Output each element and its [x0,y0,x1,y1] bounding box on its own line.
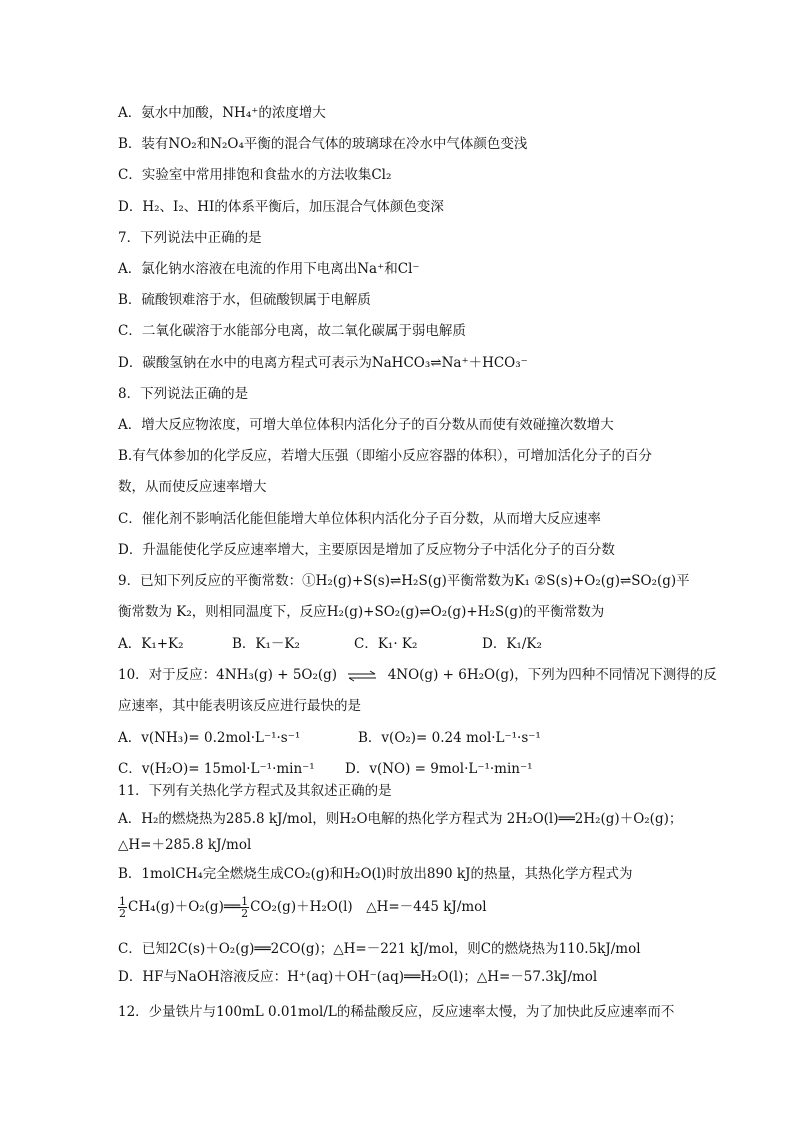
fraction-one-half: $\frac{1}{2}$ [119,895,126,920]
q10-products: 4NO(g) + 6H₂O(g)，下列为四种不同情况下测得的反 [387,667,717,683]
q11-option-b-line2 [118,896,487,919]
q7-option-a: A．氯化钠水溶液在电流的作用下电离出Na⁺和Cl⁻ [118,261,420,277]
q7-option-d: D．碳酸氢钠在水中的电离方程式可表示为NaHCO₃⇌Na⁺＋HCO₃⁻ [118,355,528,371]
q7-stem: 7．下列说法中正确的是 [118,230,262,246]
q10-reactants: 10．对于反应：4NH₃(g) + 5O₂(g) [118,667,338,683]
q10-option-d: D．v(NO) = 9mol·L⁻¹·min⁻¹ [345,761,533,777]
q10-option-c: C．v(H₂O)= 15mol·L⁻¹·min⁻¹ [118,761,315,777]
q6-option-d: D．H₂、I₂、HI的体系平衡后，加压混合气体颜色变深 [118,199,444,215]
q10-stem-line2: 应速率，其中能表明该反应进行最快的是 [118,698,361,714]
q11-option-a-line2: △H=＋285.8 kJ/mol [118,837,252,853]
q12-stem: 12．少量铁片与100mL 0.01mol/L的稀盐酸反应，反应速率太慢，为了加快此反应速率而不 [118,1004,675,1020]
q10-option-b: B．v(O₂)= 0.24 mol·L⁻¹·s⁻¹ [358,730,541,746]
equilibrium-arrow-icon [347,670,377,682]
q9-stem-line2: 衡常数为 K₂，则相同温度下，反应H₂(g)+SO₂(g)⇌O₂(g)+H₂S(g)的平衡常数为 [118,604,605,620]
q10-stem-line1 [118,666,717,684]
q9-option-c: C．K₁· K₂ [354,636,418,652]
q6-option-c: C．实验室中常用排饱和食盐水的方法收集Cl₂ [118,167,392,183]
q11-stem: 11．下列有关热化学方程式及其叙述正确的是 [118,783,392,799]
q11-option-d: D．HF与NaOH溶液反应：H⁺(aq)＋OH⁻(aq)══H₂O(l)；△H=－57.3kJ/mol [118,969,598,985]
q7-option-b: B．硫酸钡难溶于水，但硫酸钡属于电解质 [118,292,371,308]
q9-option-b: B．K₁－K₂ [232,636,300,652]
q9-option-d: D．K₁/K₂ [482,636,542,652]
q8-stem: 8．下列说法正确的是 [118,386,249,402]
q8-option-b-line1: B.有气体参加的化学反应，若增大压强（即缩小反应容器的体积），可增加活化分子的百分 [118,448,652,464]
q6-option-a: A．氨水中加酸，NH₄⁺的浓度增大 [118,105,326,121]
q10-option-a: A．v(NH₃)= 0.2mol·L⁻¹·s⁻¹ [118,730,301,746]
q11-b-equation-left: CH₄(g)＋O₂(g)══ [128,899,241,915]
q9-option-a: A．K₁+K₂ [118,636,184,652]
q7-option-c: C．二氧化碳溶于水能部分电离，故二氧化碳属于弱电解质 [118,323,466,339]
q8-option-b-line2: 数，从而使反应速率增大 [118,479,267,495]
q8-option-a: A．增大反应物浓度，可增大单位体积内活化分子的百分数从而使有效碰撞次数增大 [118,417,614,433]
q6-option-b: B．装有NO₂和N₂O₄平衡的混合气体的玻璃球在冷水中气体颜色变浅 [118,136,528,152]
q11-option-a-line1: A．H₂的燃烧热为285.8 kJ/mol，则H₂O电解的热化学方程式为 2H₂O(l)══2H₂(g)＋O₂(g)； [118,811,683,827]
q11-option-c: C．已知2C(s)＋O₂(g)══2CO(g)；△H=－221 kJ/mol，则C的燃烧热为110.5kJ/mol [118,941,641,957]
q11-b-equation-right: CO₂(g)＋H₂O(l) △H=－445 kJ/mol [250,899,487,915]
q9-stem-line1: 9．已知下列反应的平衡常数：①H₂(g)+S(s)⇌H₂S(g)平衡常数为K₁ ②S(s)+O₂(g)⇌SO₂(g)平 [118,573,690,589]
q8-option-c: C．催化剂不影响活化能但能增大单位体积内活化分子百分数，从而增大反应速率 [118,511,601,527]
q11-option-b-line1: B．1molCH₄完全燃烧生成CO₂(g)和H₂O(l)时放出890 kJ的热量，其热化学方程式为 [118,866,633,882]
fraction-one-half-2: $\frac{1}{2}$ [241,895,249,920]
q8-option-d: D．升温能使化学反应速率增大，主要原因是增加了反应物分子中活化分子的百分数 [118,542,615,558]
